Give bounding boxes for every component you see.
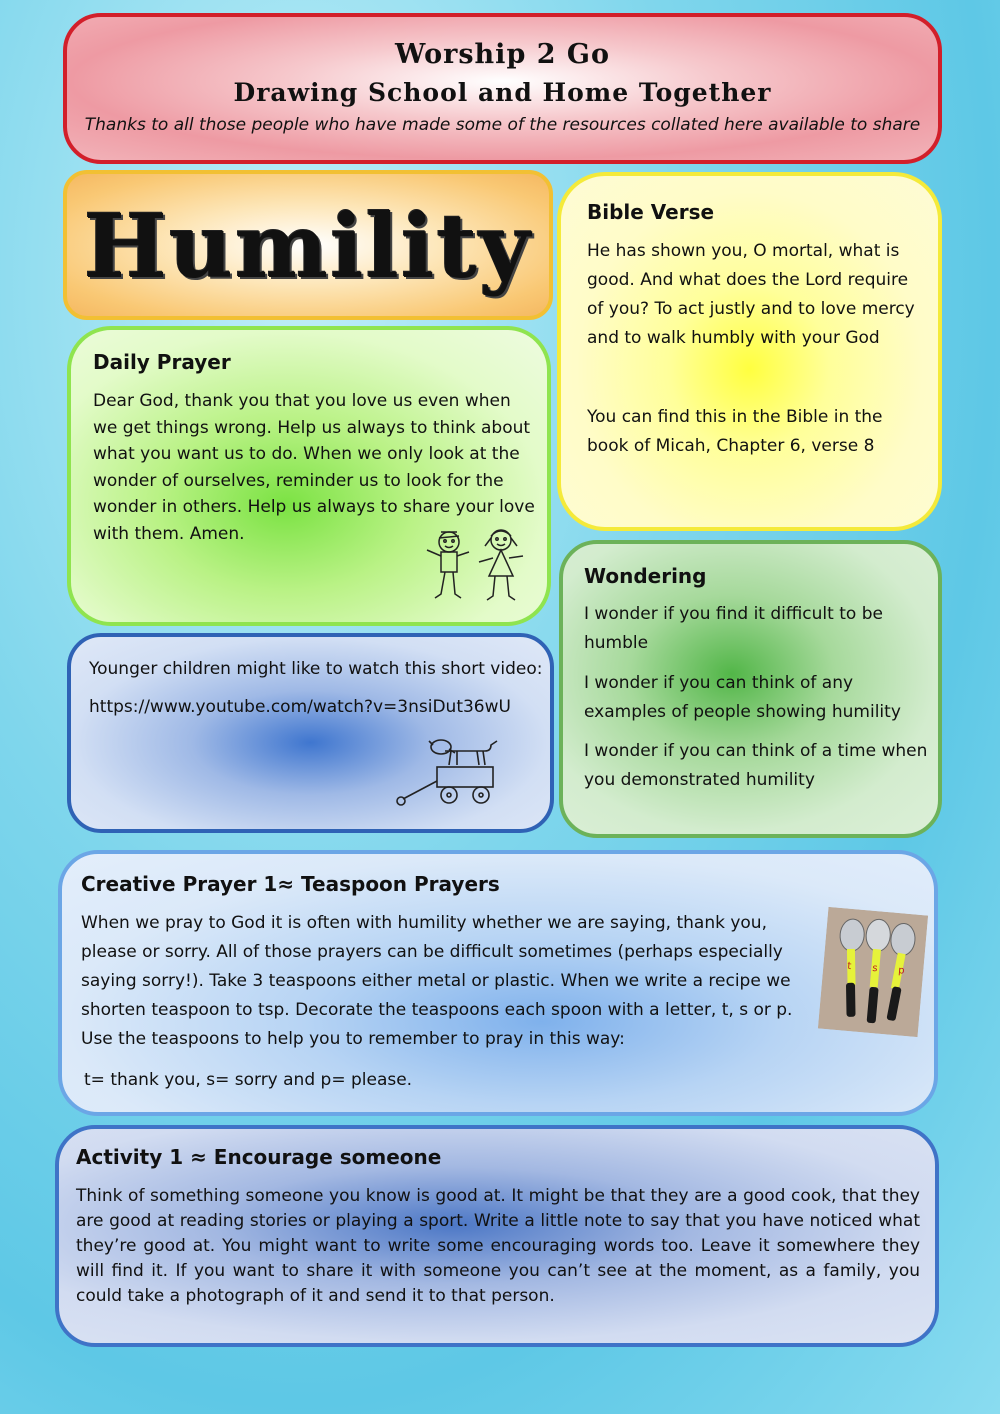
daily-prayer-panel <box>67 326 551 626</box>
children-drawing-icon <box>421 526 531 608</box>
page-subtitle: Drawing School and Home Together <box>233 78 772 107</box>
daily-prayer-heading: Daily Prayer <box>93 350 231 374</box>
activity-text: Think of something someone you know is good at. It might be that they are a good cook, that they are good at reading stories or playing a sport. Write a little note to say that you have noticed what they’re good at. You might want to write some encouraging words too. Leave it somewhere they will find it. If you want to share it with someone you can’t see at the moment, as a family, you could take a photograph of it and send it to that person. <box>76 1186 920 1306</box>
wondering-heading: Wondering <box>584 564 707 588</box>
creative-prayer-heading: Creative Prayer 1≈ Teaspoon Prayers <box>81 872 500 896</box>
creative-prayer-panel <box>58 850 938 1116</box>
bible-verse-panel <box>557 172 942 531</box>
header-panel <box>63 13 942 164</box>
bible-verse-text: He has shown you, O mortal, what is good. And what does the Lord require of you? To act justly and to love mercy and to walk humbly with your God <box>587 241 915 348</box>
wondering-item: I wonder if you find it difficult to be humble <box>584 604 883 653</box>
theme-word: Humility <box>83 194 533 298</box>
spoon-letter: t <box>846 960 852 973</box>
wondering-panel <box>559 540 942 838</box>
spoon-letter: p <box>897 965 906 977</box>
activity-heading: Activity 1 ≈ Encourage someone <box>76 1145 442 1169</box>
wondering-item: I wonder if you can think of a time when you demonstrated humility <box>584 741 928 790</box>
spoon-letter: s <box>871 962 878 975</box>
theme-panel <box>63 170 553 320</box>
bible-verse-reference: You can find this in the Bible in the book of Micah, Chapter 6, verse 8 <box>587 407 883 456</box>
activity-panel <box>55 1125 939 1347</box>
creative-prayer-text: When we pray to God it is often with humility whether we are saying, thank you, please or sorry. All of those prayers can be difficult sometimes (perhaps especially saying sorry!). Take 3 teaspoons either metal or plastic. When we write a recipe we shorten teaspoon to tsp. Decorate the teaspoons each spoon with a letter, t, s or p. Use the teaspoons to help you to remember to pray in this way: <box>81 913 793 1049</box>
page-title: Worship 2 Go <box>395 39 610 70</box>
video-link[interactable]: https://www.youtube.com/watch?v=3nsiDut36wU <box>89 697 511 717</box>
dog-cart-drawing-icon <box>393 737 503 809</box>
video-intro: Younger children might like to watch this short video: <box>89 659 543 679</box>
bible-verse-heading: Bible Verse <box>587 200 715 224</box>
creative-prayer-key: t= thank you, s= sorry and p= please. <box>84 1070 413 1090</box>
daily-prayer-text: Dear God, thank you that you love us even when we get things wrong. Help us always to think about what you want us to do. When we only look at the wonder of ourselves, reminder us to look for the wonder in others. Help us always to share your love with them. Amen. <box>93 391 535 544</box>
teaspoons-photo <box>818 907 928 1037</box>
thanks-note: Thanks to all those people who have made some of the resources collated here available to share <box>84 115 921 135</box>
video-panel <box>67 633 554 833</box>
wondering-item: I wonder if you can think of any examples of people showing humility <box>584 673 901 722</box>
